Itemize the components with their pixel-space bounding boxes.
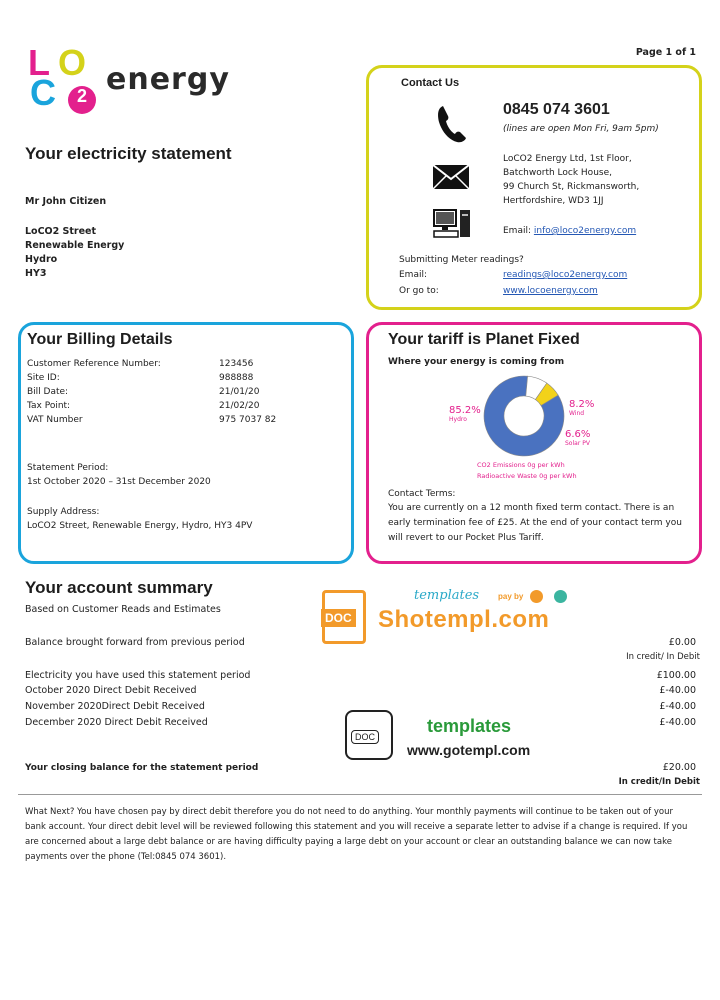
summary-line-label: Electricity you have used this statement period (25, 670, 251, 681)
solar-label (565, 429, 590, 447)
tariff-subtitle: Where your energy is coming from (388, 357, 565, 367)
billing-value: 123456 (219, 359, 254, 369)
watermark-gotempl (345, 710, 565, 766)
customer-name: Mr John Citizen (25, 196, 107, 207)
summary-line-label: October 2020 Direct Debit Received (25, 685, 197, 696)
billing-label: Customer Reference Number: (27, 359, 161, 369)
page-number: Page 1 of 1 (635, 47, 696, 58)
summary-line-value: £-40.00 (659, 717, 696, 728)
address-line: Hydro (25, 254, 58, 265)
summary-line-value: £-40.00 (659, 701, 696, 712)
statement-title: Your electricity statement (25, 144, 232, 163)
summary-title: Your account summary (25, 578, 213, 597)
brand-logo (28, 42, 230, 120)
customer-address (25, 225, 124, 281)
postal-address (503, 152, 639, 208)
doc-badge: DOC (321, 609, 356, 627)
solar-pct: 6.6% (565, 429, 591, 440)
meter-readings-label: Submitting Meter readings? (399, 255, 524, 265)
billing-value: 21/01/20 (219, 387, 260, 397)
billing-row (27, 399, 347, 413)
supply-address-value: LoCO2 Street, Renewable Energy, Hydro, HY3 4PV (27, 521, 253, 531)
address-line: LoCO2 Street (25, 226, 97, 237)
logo-letter-o: O (58, 42, 87, 83)
wind-pct: 8.2% (569, 399, 595, 410)
what-next-text: What Next? You have chosen pay by direct debit therefore you do not need to do anything. Your monthly payments will continue to be taken out of your bank account. Your direct debit level will be reviewed following this statement and you will receive a separate letter to advise if a change is required. If you are concerned about a large debt balance or are having difficulty paying a large debt on your account or clear an outstanding balance we can now take payments over the phone (Tel:0845 074 3601). (25, 807, 688, 862)
go-to-label: Or go to: (399, 286, 439, 296)
statement-period-value: 1st October 2020 – 31st December 2020 (27, 477, 211, 487)
billing-label: Site ID: (27, 373, 60, 383)
billing-label: Tax Point: (27, 401, 71, 411)
logo-digit: 2 (76, 86, 87, 106)
wm-gotempl-url: www.gotempl.com (407, 742, 531, 758)
billing-row (27, 371, 347, 385)
hydro-label (449, 405, 481, 423)
billing-rows (27, 357, 347, 427)
doc-file-icon (322, 590, 366, 644)
energy-mix-chart (479, 371, 569, 461)
postal-line: LoCO2 Energy Ltd, 1st Floor, (503, 154, 632, 164)
paypal-icon (554, 590, 567, 603)
envelope-icon (432, 164, 470, 190)
postal-line: 99 Church St, Rickmansworth, (503, 182, 640, 192)
wm-shotempl: Shotempl.com (378, 606, 550, 633)
tariff-title: Your tariff is Planet Fixed (388, 331, 580, 348)
email-row (503, 224, 636, 238)
billing-details-box (18, 322, 354, 564)
logo-word: energy (106, 62, 230, 97)
closing-balance-value: £20.00 (662, 762, 696, 773)
tariff-box (366, 322, 702, 564)
billing-value: 975 7037 82 (219, 415, 277, 425)
contact-terms-text: You are currently on a 12 month fixed term contact. There is an early termination fee of £25. At the end of your contact term you will revert to our Pocket Plus Tariff. (388, 503, 682, 543)
logo-letter-l: L (28, 42, 50, 83)
phone-hours: (lines are open Mon Fri, 9am 5pm) (503, 124, 659, 134)
billing-label: Bill Date: (27, 387, 69, 397)
summary-basis: Based on Customer Reads and Estimates (25, 604, 221, 615)
doc-label: DOC (351, 730, 379, 744)
billing-title: Your Billing Details (27, 331, 173, 348)
wm-templates: templates (427, 716, 512, 736)
statement-period-label: Statement Period: (27, 463, 109, 473)
address-line: HY3 (25, 268, 47, 279)
summary-line-value: £-40.00 (659, 685, 696, 696)
billing-value: 988888 (219, 373, 254, 383)
billing-row (27, 385, 347, 399)
phone-icon (435, 104, 469, 144)
contact-phone[interactable]: 0845 074 3601 (503, 101, 610, 118)
solar-name: Solar PV (565, 440, 590, 447)
radioactive-waste: Radioactive Waste 0g per kWh (477, 472, 577, 480)
email-label: Email: (503, 226, 532, 236)
brought-forward-note: In credit/ In Debit (626, 652, 700, 662)
website-link[interactable]: www.locoenergy.com (503, 286, 598, 296)
doc-outline-icon (345, 710, 393, 760)
billing-value: 21/02/20 (219, 401, 260, 411)
supply-address-label: Supply Address: (27, 507, 100, 517)
address-line: Renewable Energy (25, 240, 125, 251)
wind-label (569, 399, 594, 417)
summary-line-label: December 2020 Direct Debit Received (25, 717, 208, 728)
hydro-pct: 85.2% (449, 405, 481, 416)
wm-pay-by: pay by (498, 592, 524, 601)
billing-label: VAT Number (27, 415, 83, 425)
summary-line-value: £100.00 (656, 670, 696, 681)
wm-templates-script: templates (414, 588, 480, 603)
logo-circle-2 (68, 86, 96, 114)
postal-line: Batchworth Lock House, (503, 168, 612, 178)
computer-icon (432, 208, 472, 240)
co2-emissions: CO2 Emissions 0g per kWh (477, 461, 565, 469)
brought-forward-label: Balance brought forward from previous period (25, 637, 245, 648)
brought-forward-value: £0.00 (668, 637, 696, 648)
closing-balance-note: In credit/In Debit (618, 777, 700, 787)
meter-email-link[interactable]: readings@loco2energy.com (503, 270, 628, 280)
watermark-shotempl (322, 590, 582, 650)
wind-name: Wind (569, 410, 585, 417)
contact-terms-label: Contact Terms: (388, 489, 456, 499)
closing-balance-label: Your closing balance for the statement period (25, 763, 259, 773)
contact-title: Contact Us (401, 77, 460, 89)
logo-letter-c: C (30, 72, 56, 113)
contact-box (366, 65, 702, 310)
email-link[interactable]: info@loco2energy.com (533, 226, 637, 236)
postal-line: Hertfordshire, WD3 1JJ (503, 196, 604, 206)
billing-row (27, 357, 347, 371)
divider (18, 794, 702, 795)
meter-email-label: Email: (399, 270, 428, 280)
summary-line-label: November 2020Direct Debit Received (25, 701, 205, 712)
bitcoin-icon (530, 590, 543, 603)
hydro-name: Hydro (449, 416, 467, 423)
billing-row (27, 413, 347, 427)
